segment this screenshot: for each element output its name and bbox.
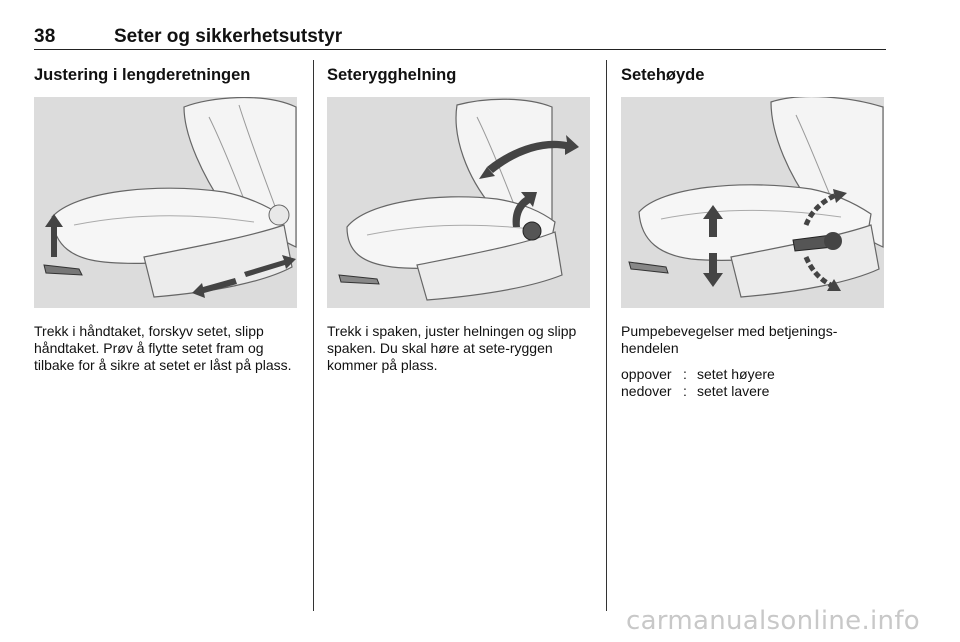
definition-separator: : bbox=[683, 366, 687, 382]
definition-row bbox=[621, 383, 887, 400]
seat-illustration-svg bbox=[327, 97, 590, 308]
section-title: Setehøyde bbox=[621, 66, 705, 84]
definition-term: nedover bbox=[621, 383, 672, 399]
definition-desc: setet lavere bbox=[697, 383, 770, 399]
seat-illustration-svg bbox=[34, 97, 297, 308]
definition-list bbox=[621, 366, 887, 400]
section-recline bbox=[327, 60, 593, 374]
chapter-title: Seter og sikkerhetsutstyr bbox=[114, 26, 343, 47]
definition-term: oppover bbox=[621, 366, 672, 382]
column-divider bbox=[606, 60, 607, 611]
definition-desc: setet høyere bbox=[697, 366, 775, 382]
watermark: carmanualsonline.info bbox=[625, 606, 920, 636]
header-divider bbox=[34, 49, 886, 50]
section-height bbox=[621, 60, 887, 400]
section-text: Trekk i håndtaket, forskyv setet, slipp håndtaket. Prøv å flytte setet fram og tilbake for å sikre at setet er låst på plass. bbox=[34, 323, 292, 373]
seatback-recline-illustration bbox=[327, 97, 590, 308]
seat-longitudinal-adjust-illustration bbox=[34, 97, 297, 308]
column-divider bbox=[313, 60, 314, 611]
section-text: Pumpebevegelser med betjenings-hendelen bbox=[621, 323, 838, 356]
definition-separator: : bbox=[683, 383, 687, 399]
definition-row bbox=[621, 366, 887, 383]
page-header bbox=[34, 26, 886, 50]
section-text: Trekk i spaken, juster helningen og slipp spaken. Du skal høre at sete-ryggen kommer på plass. bbox=[327, 323, 577, 373]
seat-height-adjust-illustration bbox=[621, 97, 884, 308]
section-title: Seterygghelning bbox=[327, 66, 457, 84]
page-number: 38 bbox=[34, 26, 56, 47]
seat-illustration-svg bbox=[621, 97, 884, 308]
section-longitudinal bbox=[34, 60, 300, 374]
section-title: Justering i lengderetningen bbox=[34, 66, 251, 84]
